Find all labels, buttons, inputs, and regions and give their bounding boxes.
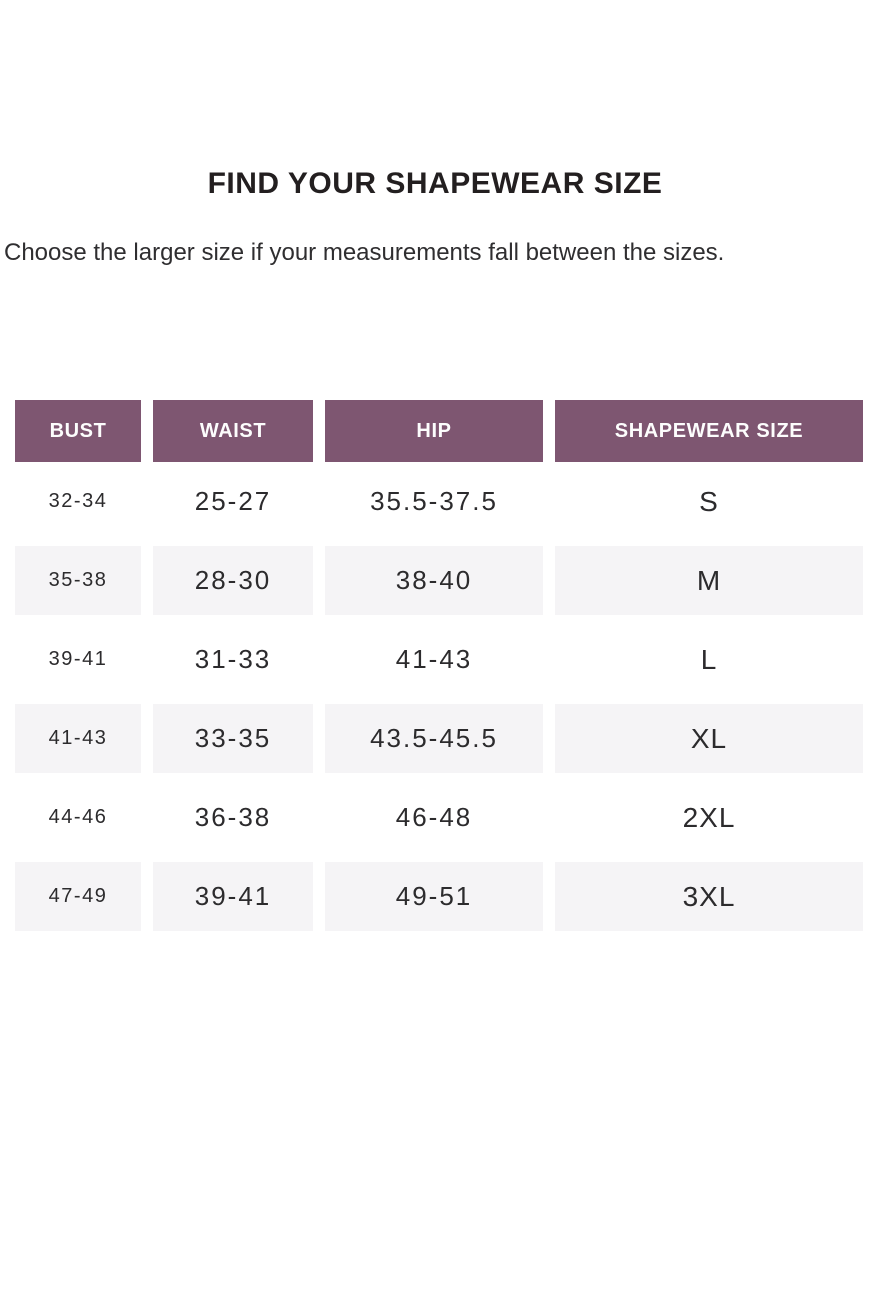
page-title: FIND YOUR SHAPEWEAR SIZE — [207, 167, 663, 200]
table-row — [15, 541, 863, 620]
bust-value: 35-38 — [15, 546, 141, 615]
table-row — [15, 620, 863, 699]
hip-value: 38-40 — [325, 546, 543, 615]
size-value: S — [699, 485, 719, 517]
table-row — [15, 778, 863, 857]
table-row — [15, 462, 863, 541]
table-row — [15, 699, 863, 778]
column-header-hip: HIP — [325, 400, 543, 462]
bust-value: 47-49 — [15, 862, 141, 931]
bust-value: 39-41 — [48, 648, 108, 670]
waist-value: 31-33 — [194, 644, 272, 674]
hip-value: 49-51 — [325, 862, 543, 931]
size-value: L — [700, 643, 718, 675]
hip-value: 46-48 — [395, 802, 473, 832]
column-header-bust: BUST — [15, 400, 141, 462]
table-header-row — [15, 400, 863, 462]
size-value: 3XL — [555, 862, 863, 931]
bust-value: 32-34 — [48, 490, 108, 512]
column-header-waist: WAIST — [153, 400, 313, 462]
waist-value: 33-35 — [153, 704, 313, 773]
bust-value: 44-46 — [48, 806, 108, 828]
column-header-shapewear-size: SHAPEWEAR SIZE — [555, 400, 863, 462]
size-value: XL — [555, 704, 863, 773]
table-row — [15, 857, 863, 936]
size-value: 2XL — [682, 801, 736, 833]
size-chart-table — [15, 400, 863, 936]
page-subtitle: Choose the larger size if your measurements fall between the sizes. — [4, 239, 725, 266]
waist-value: 39-41 — [153, 862, 313, 931]
waist-value: 28-30 — [153, 546, 313, 615]
size-value: M — [555, 546, 863, 615]
waist-value: 36-38 — [194, 802, 272, 832]
hip-value: 43.5-45.5 — [325, 704, 543, 773]
hip-value: 41-43 — [395, 644, 473, 674]
waist-value: 25-27 — [194, 486, 272, 516]
bust-value: 41-43 — [15, 704, 141, 773]
hip-value: 35.5-37.5 — [370, 486, 498, 516]
